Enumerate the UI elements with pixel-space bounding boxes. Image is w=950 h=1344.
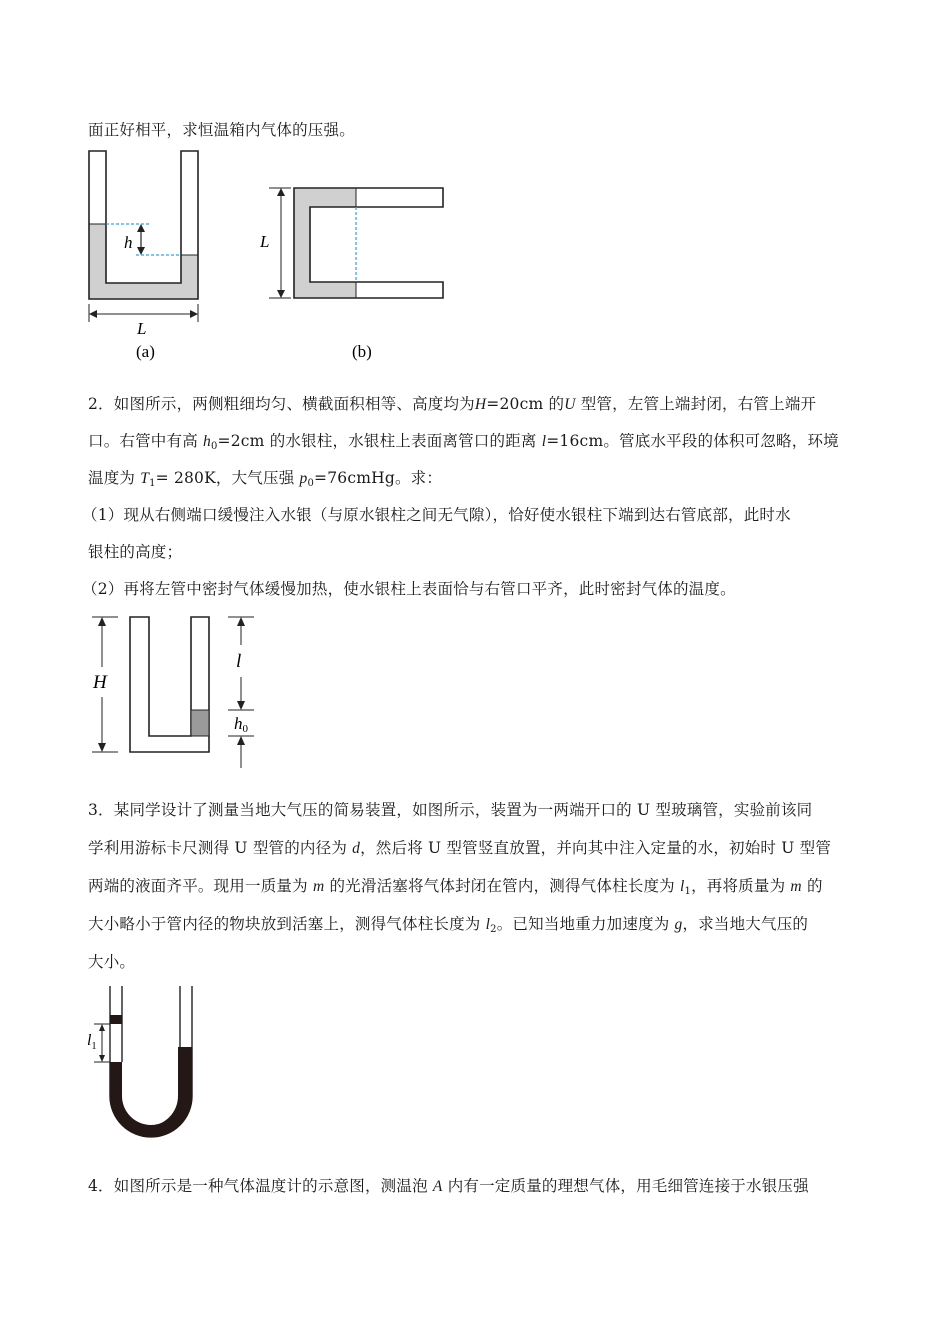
h-arrow-head-down-a — [137, 247, 145, 255]
h-dim-arrow-bottom — [98, 743, 106, 752]
h-arrow-head-up-a — [137, 224, 145, 232]
q2-sub-2: （2）再将左管中密封气体缓慢加热，使水银柱上表面恰与右管口平齐，此时密封气体的温度。 — [82, 580, 736, 598]
h-dim-arrow-top — [98, 617, 106, 626]
l-dim-arrow-top — [237, 617, 245, 626]
l-dim-arrow-bottom — [237, 701, 245, 710]
q3-line-4: 大小略小于管内径的物块放到活塞上，测得气体柱长度为 $l_2$。已知当地重力加速度为 g，求当地大气压的 — [88, 915, 809, 935]
figure-a — [80, 146, 220, 368]
q3-line-3: 两端的液面齐平。现用一质量为 m 的光滑活塞将气体封闭在管内，测得气体柱长度为 $l_1$，再将质量为 m 的 — [88, 877, 823, 897]
figure-q3 — [82, 982, 212, 1147]
water-right-column — [180, 1047, 192, 1098]
figure-b — [255, 180, 455, 370]
l1-dim-arrow-bottom — [99, 1055, 105, 1062]
mercury-column-q2 — [191, 710, 209, 736]
q3-line-5: 大小。 — [88, 953, 136, 971]
water-left-column — [110, 1062, 122, 1098]
q2-line-3: 温度为 $T_1= 280K$，大气压强 $p_0=76cmHg$。求： — [88, 469, 443, 489]
l-label-q2: l — [236, 651, 242, 672]
l-dim-arrow-bottom-b — [277, 290, 285, 298]
q2-sub-1a: （1）现从右侧端口缓慢注入水银（与原水银柱之间无气隙），恰好使水银柱下端到达右管底部，此时水 — [82, 506, 791, 524]
caption-b: (b) — [352, 342, 372, 361]
q2-line-1: 2．如图所示，两侧粗细均匀、横截面积相等、高度均为H=20cm 的U 型管，左管上端封闭，右管上端开 — [88, 395, 817, 413]
q3-line-2: 学利用游标卡尺测得 U 型管的内径为 d，然后将 U 型管竖直放置，并向其中注入定量的水，初始时 U 型管 — [88, 839, 832, 857]
q2-sub-1b: 银柱的高度； — [88, 543, 183, 561]
l-dim-arrow-top-b — [277, 188, 285, 196]
h-label-a: h — [124, 233, 133, 252]
H-label: H — [93, 672, 107, 693]
l-dim-arrow-left-a — [89, 310, 97, 318]
figure-q2 — [82, 605, 272, 775]
q2-line-2: 口。右管中有高 $h_0=2cm$ 的水银柱，水银柱上表面离管口的距离 l=16cm。管底水平段的体积可忽略，环境 — [88, 432, 839, 452]
piston — [110, 1015, 122, 1024]
l-label-a: L — [137, 319, 147, 338]
l1-dim-arrow-top — [99, 1024, 105, 1031]
u-tube-outer-a — [89, 151, 198, 299]
l-dim-arrow-right-a — [190, 310, 198, 318]
caption-a: (a) — [136, 342, 155, 361]
water-bottom-arc — [110, 1096, 192, 1137]
q3-line-1: 3．某同学设计了测量当地大气压的简易装置，如图所示，装置为一两端开口的 U 型玻璃管，实验前该同 — [88, 801, 813, 819]
q1-text-line: 面正好相平，求恒温箱内气体的压强。 — [88, 121, 355, 139]
l-label-b: L — [260, 232, 270, 251]
h0-label: h0 — [234, 714, 248, 735]
q4-line-1: 4．如图所示是一种气体温度计的示意图，测温泡 A 内有一定质量的理想气体，用毛细管连接于水银压强 — [88, 1177, 809, 1195]
l1-label: $l_1$ — [87, 1032, 97, 1052]
